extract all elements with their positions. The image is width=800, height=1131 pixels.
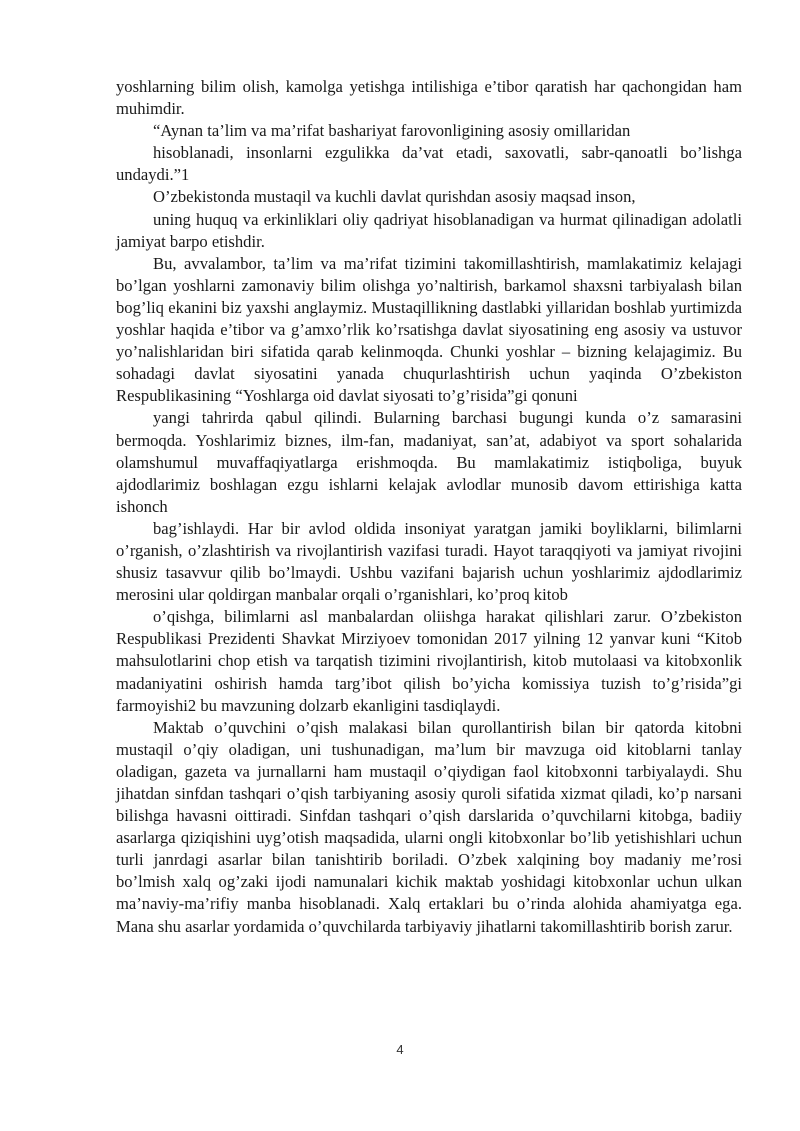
paragraph: bag’ishlaydi. Har bir avlod oldida insoniyat yaratgan jamiki boyliklarni, bilimlarni o’rganish, o’zlashtirish va rivojlantirish vazifasi turadi. Hayot taraqqiyoti va jamiyat rivojini shusiz tasavvur qilib bo’lmaydi. Ushbu vazifani bajarish uchun yoshlarimiz ajdodlarimiz merosini ular qoldirgan manbalar orqali o’rganishlari, ko’proq kitob xyxy=(116,518,742,605)
paragraph: uning huquq va erkinliklari oliy qadriyat hisoblanadigan va hurmat qilinadigan adolatli jamiyat barpo etishdir. xyxy=(116,209,742,251)
paragraph: “Aynan ta’lim va ma’rifat bashariyat farovonligining asosiy omillaridan xyxy=(153,121,631,141)
paragraph: hisoblanadi, insonlarni ezgulikka da’vat etadi, saxovatli, sabr-qanoatli bo’lishga undaydi.”1 xyxy=(116,143,742,185)
paragraph: yoshlarning bilim olish, kamolga yetishga intilishiga e’tibor qaratish har qachongidan ham muhimdir. xyxy=(116,77,742,119)
paragraph: o’qishga, bilimlarni asl manbalardan oliishga harakat qilishlari zarur. O’zbekiston Respublikasi Prezidenti Shavkat Mirziyoev tomonidan 2017 yilning 12 yanvar kuni “Kitob mahsulotlarini chop etish va tarqatish tizimini rivojlantirish, kitob mutolaasi va kitobxonlik madaniyatini oshirish hamda targ’ibot qilish bo’yicha komissiya tuzish to’g’risida”gi farmoyishi2 bu mavzuning dolzarb ekanligini tasdiqlaydi. xyxy=(116,607,742,715)
paragraph: O’zbekistonda mustaqil va kuchli davlat qurishdan asosiy maqsad inson, xyxy=(153,187,636,207)
paragraph: Maktab o’quvchini o’qish malakasi bilan qurollantirish bilan bir qatorda kitobni mustaqil o’qiy oladigan, uni tushunadigan, ma’lum bir mavzuga oid kitoblarni tanlay oladigan, gazeta va jurnallarni ham mustaqil o’qiydigan faol kitobxonni tarbiyalaydi. Shu jihatdan sinfdan tashqari o’qish tarbiyaning asosiy quroli sifatida xizmat qiladi, ko’p narsani bilishga havasni oittiradi. Sinfdan tashqari o’qish darslarida o’quvchilarni kitobga, badiiy asarlarga qiziqishini uyg’otish maqsadida, ularni ongli kitobxonlar bo’lib yetishishlari uchun turli janrdagi asarlar bilan tanishtirib boriladi. O’zbek xalqining boy madaniy me’rosi bo’lmish xalq og’zaki ijodi namunalari kichik maktab yoshidagi kitobxonlar uchun ulkan ma’naviy-ma’rifiy manba hisoblanadi. Xalq ertaklari bu o’rinda alohida ahamiyatga ega. Mana shu asarlar yordamida o’quvchilarda tarbiyaviy jihatlarni takomillashtirib borish zarur. xyxy=(116,717,742,936)
page-number: 4 xyxy=(396,1042,404,1057)
paragraph: Bu, avvalambor, ta’lim va ma’rifat tizimini takomillashtirish, mamlakatimiz kelajagi bo’lgan yoshlarni zamonaviy bilim olishga yo’naltirish, barkamol shaxsni tarbiyalash bilan bog’liq ekanini biz yaxshi anglaymiz. Mustaqillikning dastlabki yillaridan boshlab yurtimizda yoshlar haqida e’tibor va g’amxo’rlik ko’rsatishga davlat siyosatining eng asosiy va ustuvor yo’nalishlaridan biri sifatida qarab kelinmoqda. Chunki yoshlar – bizning kelajagimiz. Bu sohadagi davlat siyosatini yanada chuqurlashtirish uchun yaqinda O’zbekiston Respublikasining “Yoshlarga oid davlat siyosati to’g’risida”gi qonuni xyxy=(116,253,742,406)
body-text xyxy=(116,76,742,938)
paragraph: yangi tahrirda qabul qilindi. Bularning barchasi bugungi kunda o’z samarasini bermoqda. Yoshlarimiz biznes, ilm-fan, madaniyat, san’at, adabiyot va sport sohalarida olamshumul muvaffaqiyatlarga erishmoqda. Bu mamlakatimiz istiqboliga, buyuk ajdodlarimiz boshlagan ezgu ishlarni kelajak avlodlar munosib davom ettirishiga katta ishonch xyxy=(116,408,742,516)
